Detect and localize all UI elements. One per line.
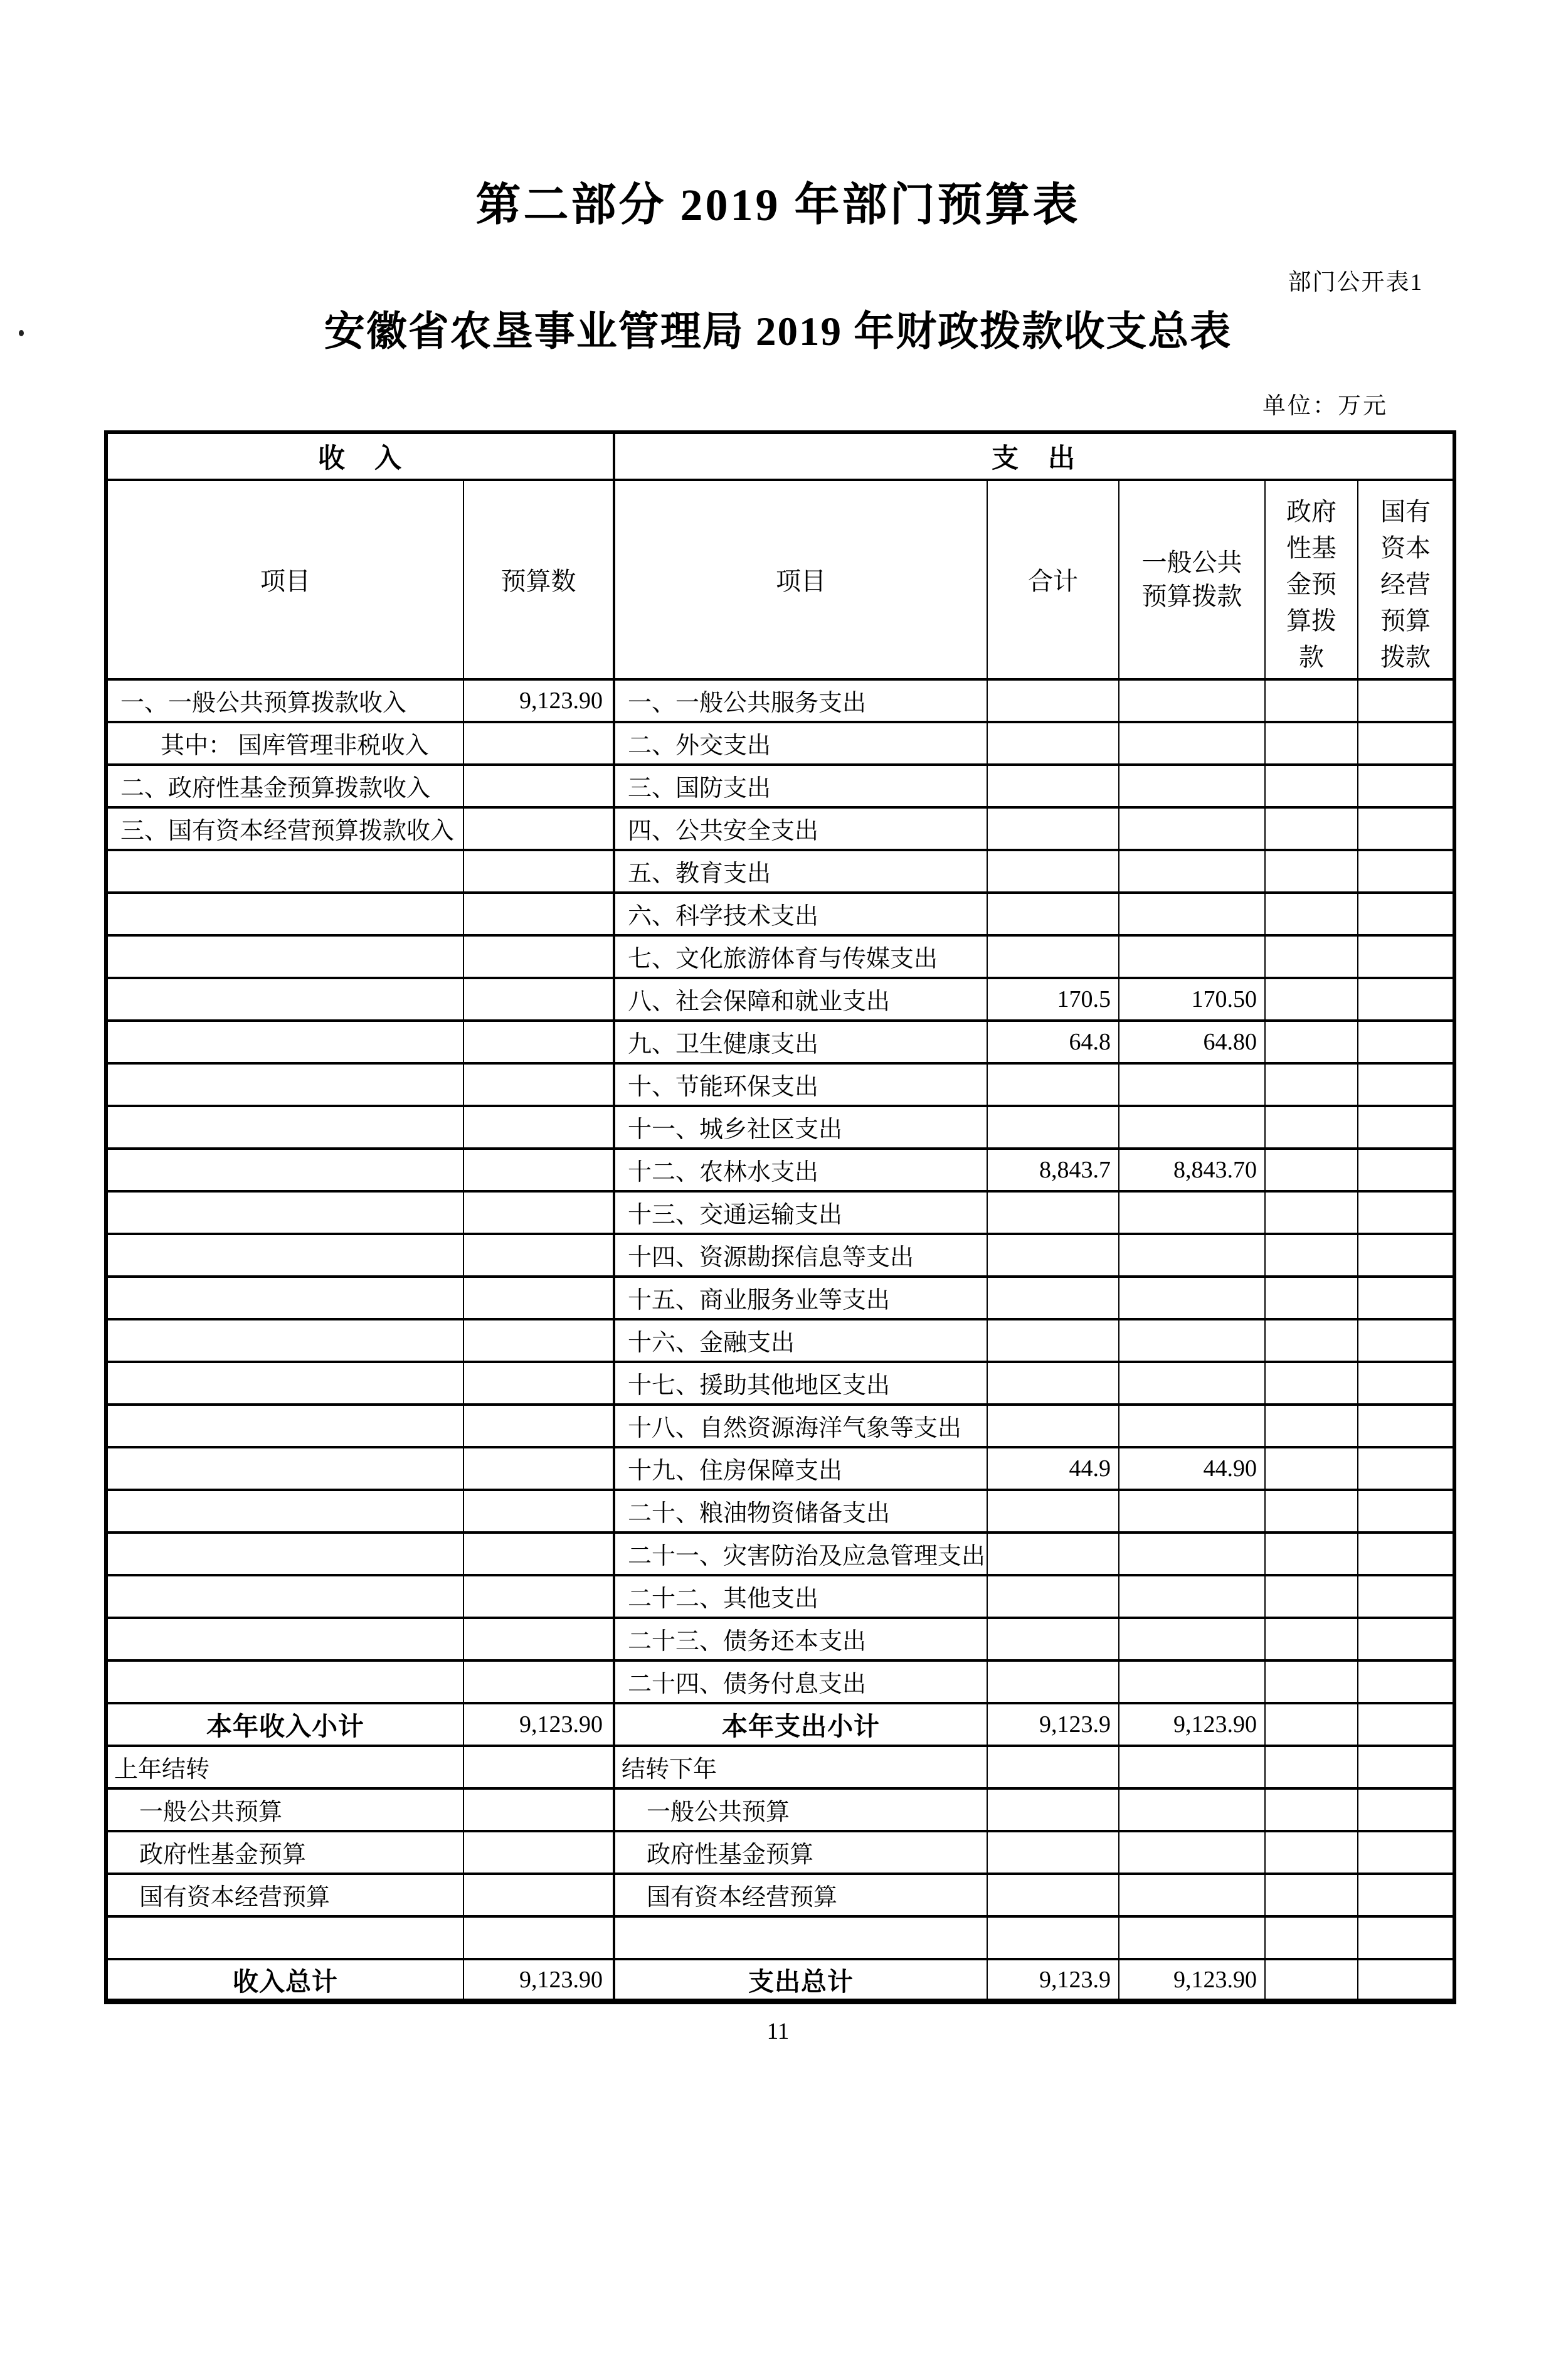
income-item-cell	[106, 1277, 463, 1319]
income-budget-cell	[463, 765, 614, 807]
expense-gov-fund-cell	[1265, 1234, 1358, 1277]
income-item-cell	[106, 1575, 463, 1618]
expense-state-capital-cell	[1358, 722, 1454, 765]
expense-total-cell	[987, 1916, 1119, 1959]
expense-general-budget-cell	[1119, 1191, 1265, 1234]
income-item-cell: 一般公共预算	[106, 1788, 463, 1831]
expense-total-cell	[987, 1106, 1119, 1149]
expense-state-capital-cell	[1358, 1831, 1454, 1874]
expense-state-capital-cell	[1358, 1362, 1454, 1405]
table-column-header-row	[106, 480, 1454, 679]
expense-item-cell: 六、科学技术支出	[614, 893, 987, 935]
income-item-cell	[106, 1447, 463, 1490]
expense-state-capital-cell	[1358, 1490, 1454, 1533]
expense-general-budget-cell: 64.80	[1119, 1021, 1265, 1063]
expense-gov-fund-cell	[1265, 1063, 1358, 1106]
expense-gov-fund-cell	[1265, 679, 1358, 722]
expense-general-budget-cell	[1119, 1831, 1265, 1874]
expense-general-budget-cell	[1119, 1746, 1265, 1788]
expense-general-budget-cell	[1119, 1362, 1265, 1405]
expense-gov-fund-cell	[1265, 1191, 1358, 1234]
expense-state-capital-cell	[1358, 807, 1454, 850]
expense-state-capital-cell	[1358, 1149, 1454, 1191]
expense-general-budget-cell	[1119, 935, 1265, 978]
expense-item-cell: 十七、援助其他地区支出	[614, 1362, 987, 1405]
table-row	[106, 1191, 1454, 1234]
expense-item-cell: 二、外交支出	[614, 722, 987, 765]
expense-total-cell	[987, 679, 1119, 722]
expense-item-cell: 九、卫生健康支出	[614, 1021, 987, 1063]
expense-gov-fund-cell	[1265, 1575, 1358, 1618]
table-row	[106, 1277, 1454, 1319]
income-budget-cell	[463, 1746, 614, 1788]
income-item-cell	[106, 1063, 463, 1106]
col-header-expense-total: 合计	[987, 480, 1119, 679]
expense-general-budget-cell	[1119, 765, 1265, 807]
expense-state-capital-cell	[1358, 1234, 1454, 1277]
expense-item-cell: 四、公共安全支出	[614, 807, 987, 850]
income-item-cell	[106, 1234, 463, 1277]
expense-item-cell: 八、社会保障和就业支出	[614, 978, 987, 1021]
expense-total-cell	[987, 1575, 1119, 1618]
expense-item-cell: 十六、金融支出	[614, 1319, 987, 1362]
expense-general-budget-cell	[1119, 1234, 1265, 1277]
income-item-cell: 二、政府性基金预算拨款收入	[106, 765, 463, 807]
expense-state-capital-cell	[1358, 1405, 1454, 1447]
expense-general-budget-cell: 9,123.90	[1119, 1703, 1265, 1746]
table-row	[106, 1831, 1454, 1874]
income-budget-cell	[463, 1234, 614, 1277]
table-row	[106, 1746, 1454, 1788]
table-row	[106, 1106, 1454, 1149]
expense-total-cell	[987, 1191, 1119, 1234]
income-budget-cell	[463, 1447, 614, 1490]
expense-general-budget-cell	[1119, 1618, 1265, 1660]
expense-total-cell	[987, 850, 1119, 893]
income-item-cell	[106, 1021, 463, 1063]
income-budget-cell: 9,123.90	[463, 679, 614, 722]
income-item-cell	[106, 850, 463, 893]
expense-gov-fund-cell	[1265, 1703, 1358, 1746]
income-budget-cell	[463, 1362, 614, 1405]
expense-item-cell: 本年支出小计	[614, 1703, 987, 1746]
expense-item-cell: 二十二、其他支出	[614, 1575, 987, 1618]
expense-general-budget-cell: 9,123.90	[1119, 1959, 1265, 2002]
expense-gov-fund-cell	[1265, 722, 1358, 765]
expense-general-budget-cell	[1119, 1106, 1265, 1149]
table-row	[106, 1959, 1454, 2002]
expense-general-budget-cell	[1119, 850, 1265, 893]
expense-item-cell: 二十三、债务还本支出	[614, 1618, 987, 1660]
expense-item-cell: 支出总计	[614, 1959, 987, 2002]
col-header-expense-item: 项目	[614, 480, 987, 679]
income-item-cell	[106, 1490, 463, 1533]
income-item-cell: 政府性基金预算	[106, 1831, 463, 1874]
table-row	[106, 1021, 1454, 1063]
expense-general-budget-cell	[1119, 1405, 1265, 1447]
expense-gov-fund-cell	[1265, 850, 1358, 893]
income-item-cell	[106, 978, 463, 1021]
expense-gov-fund-cell	[1265, 1405, 1358, 1447]
expense-total-cell	[987, 1362, 1119, 1405]
expense-general-budget-cell	[1119, 1063, 1265, 1106]
expense-state-capital-cell	[1358, 1021, 1454, 1063]
income-item-cell	[106, 1916, 463, 1959]
expense-state-capital-cell	[1358, 1746, 1454, 1788]
expense-total-cell	[987, 935, 1119, 978]
expense-total-cell	[987, 1746, 1119, 1788]
table-row	[106, 722, 1454, 765]
page-title: 安徽省农垦事业管理局 2019 年财政拨款收支总表	[324, 309, 1232, 355]
expense-total-cell	[987, 1533, 1119, 1575]
table-row	[106, 1533, 1454, 1575]
expense-item-cell: 一、一般公共服务支出	[614, 679, 987, 722]
expense-total-cell: 8,843.7	[987, 1149, 1119, 1191]
income-item-cell	[106, 1362, 463, 1405]
income-item-cell: 本年收入小计	[106, 1703, 463, 1746]
expense-gov-fund-cell	[1265, 1277, 1358, 1319]
expense-item-cell: 十二、农林水支出	[614, 1149, 987, 1191]
income-budget-cell	[463, 1874, 614, 1916]
expense-item-cell: 十一、城乡社区支出	[614, 1106, 987, 1149]
income-budget-cell: 9,123.90	[463, 1703, 614, 1746]
expense-total-cell	[987, 1618, 1119, 1660]
expense-total-cell	[987, 1490, 1119, 1533]
expense-gov-fund-cell	[1265, 1660, 1358, 1703]
expense-item-cell: 十四、资源勘探信息等支出	[614, 1234, 987, 1277]
expense-total-cell	[987, 1405, 1119, 1447]
expense-total-cell	[987, 893, 1119, 935]
expense-total-cell	[987, 1788, 1119, 1831]
expense-gov-fund-cell	[1265, 1916, 1358, 1959]
income-item-cell	[106, 893, 463, 935]
expense-state-capital-cell	[1358, 1447, 1454, 1490]
table-row	[106, 850, 1454, 893]
income-budget-cell	[463, 978, 614, 1021]
expense-item-cell: 十三、交通运输支出	[614, 1191, 987, 1234]
expense-general-budget-cell	[1119, 1916, 1265, 1959]
expense-state-capital-cell	[1358, 1533, 1454, 1575]
income-item-cell: 上年结转	[106, 1746, 463, 1788]
income-budget-cell	[463, 1319, 614, 1362]
income-item-cell	[106, 1660, 463, 1703]
expense-state-capital-cell	[1358, 893, 1454, 935]
expense-general-budget-cell	[1119, 1874, 1265, 1916]
expense-state-capital-cell	[1358, 1191, 1454, 1234]
income-budget-cell	[463, 1660, 614, 1703]
income-item-cell: 一、一般公共预算拨款收入	[106, 679, 463, 722]
table-row	[106, 1660, 1454, 1703]
income-budget-cell	[463, 1490, 614, 1533]
expense-total-cell	[987, 1831, 1119, 1874]
expense-general-budget-cell	[1119, 1660, 1265, 1703]
expense-gov-fund-cell	[1265, 765, 1358, 807]
expense-total-cell: 9,123.9	[987, 1703, 1119, 1746]
income-budget-cell	[463, 1149, 614, 1191]
table-row	[106, 765, 1454, 807]
expense-state-capital-cell	[1358, 1106, 1454, 1149]
expense-gov-fund-cell	[1265, 893, 1358, 935]
expense-gov-fund-cell	[1265, 807, 1358, 850]
expense-state-capital-cell	[1358, 1788, 1454, 1831]
table-row	[106, 1405, 1454, 1447]
expense-general-budget-cell	[1119, 893, 1265, 935]
table-row	[106, 1916, 1454, 1959]
expense-total-cell	[987, 1874, 1119, 1916]
table-row	[106, 1490, 1454, 1533]
expense-gov-fund-cell	[1265, 1618, 1358, 1660]
expense-gov-fund-cell	[1265, 1362, 1358, 1405]
expense-state-capital-cell	[1358, 1618, 1454, 1660]
unit-label: 单位：万元	[1262, 393, 1388, 419]
expense-gov-fund-cell	[1265, 1319, 1358, 1362]
expense-total-cell	[987, 765, 1119, 807]
expense-item-cell: 二十、粮油物资储备支出	[614, 1490, 987, 1533]
table-section-header-row	[106, 432, 1454, 480]
income-budget-cell	[463, 1106, 614, 1149]
expense-gov-fund-cell	[1265, 1447, 1358, 1490]
expense-gov-fund-cell	[1265, 1021, 1358, 1063]
expense-gov-fund-cell	[1265, 1831, 1358, 1874]
expense-total-cell	[987, 1277, 1119, 1319]
expense-total-cell: 44.9	[987, 1447, 1119, 1490]
income-item-cell	[106, 1319, 463, 1362]
expense-gov-fund-cell	[1265, 1106, 1358, 1149]
expense-general-budget-cell: 44.90	[1119, 1447, 1265, 1490]
expense-general-budget-cell	[1119, 1277, 1265, 1319]
table-tag-label: 部门公开表1	[1288, 270, 1423, 296]
income-budget-cell	[463, 893, 614, 935]
table-row	[106, 1703, 1454, 1746]
expense-item-cell: 十九、住房保障支出	[614, 1447, 987, 1490]
expense-item-cell: 五、教育支出	[614, 850, 987, 893]
expense-general-budget-cell	[1119, 1575, 1265, 1618]
income-item-cell	[106, 1191, 463, 1234]
income-item-cell	[106, 935, 463, 978]
expense-total-cell	[987, 1319, 1119, 1362]
table-row	[106, 679, 1454, 722]
expense-gov-fund-cell	[1265, 1746, 1358, 1788]
expense-item-cell: 二十四、债务付息支出	[614, 1660, 987, 1703]
income-budget-cell	[463, 1533, 614, 1575]
expense-gov-fund-cell	[1265, 1490, 1358, 1533]
table-row	[106, 1234, 1454, 1277]
income-item-cell	[106, 1533, 463, 1575]
col-header-income-item: 项目	[106, 480, 463, 679]
income-item-cell	[106, 1618, 463, 1660]
expense-item-cell: 二十一、灾害防治及应急管理支出	[614, 1533, 987, 1575]
expense-item-cell: 国有资本经营预算	[614, 1874, 987, 1916]
expense-state-capital-cell	[1358, 1063, 1454, 1106]
table-row	[106, 1319, 1454, 1362]
income-budget-cell	[463, 1916, 614, 1959]
expense-gov-fund-cell	[1265, 1788, 1358, 1831]
table-row	[106, 935, 1454, 978]
expense-item-cell: 三、国防支出	[614, 765, 987, 807]
col-header-income-budget: 预算数	[463, 480, 614, 679]
budget-table	[104, 430, 1456, 2005]
expense-state-capital-cell	[1358, 765, 1454, 807]
income-budget-cell	[463, 1575, 614, 1618]
expense-total-cell	[987, 807, 1119, 850]
income-budget-cell	[463, 850, 614, 893]
income-section-header: 收 入	[106, 432, 614, 480]
expense-item-cell: 政府性基金预算	[614, 1831, 987, 1874]
expense-state-capital-cell	[1358, 1703, 1454, 1746]
expense-general-budget-cell	[1119, 1788, 1265, 1831]
income-budget-cell	[463, 1618, 614, 1660]
income-budget-cell	[463, 722, 614, 765]
expense-item-cell: 十八、自然资源海洋气象等支出	[614, 1405, 987, 1447]
expense-total-cell: 9,123.9	[987, 1959, 1119, 2002]
expense-item-cell: 十、节能环保支出	[614, 1063, 987, 1106]
expense-state-capital-cell	[1358, 1874, 1454, 1916]
expense-gov-fund-cell	[1265, 978, 1358, 1021]
expense-state-capital-cell	[1358, 1916, 1454, 1959]
expense-general-budget-cell	[1119, 807, 1265, 850]
income-item-cell: 其中： 国库管理非税收入	[106, 722, 463, 765]
col-header-expense-general-budget: 一般公共预算拨款	[1119, 480, 1265, 679]
col-header-expense-gov-fund: 政府性基金预算拨款	[1265, 480, 1358, 679]
table-row	[106, 1788, 1454, 1831]
expense-gov-fund-cell	[1265, 1959, 1358, 2002]
expense-gov-fund-cell	[1265, 1533, 1358, 1575]
scan-speck	[19, 330, 24, 336]
table-row	[106, 893, 1454, 935]
expense-general-budget-cell	[1119, 722, 1265, 765]
expense-general-budget-cell	[1119, 1319, 1265, 1362]
expense-general-budget-cell	[1119, 679, 1265, 722]
expense-state-capital-cell	[1358, 1319, 1454, 1362]
income-budget-cell	[463, 1191, 614, 1234]
income-item-cell	[106, 1149, 463, 1191]
income-budget-cell	[463, 935, 614, 978]
table-row	[106, 1874, 1454, 1916]
income-budget-cell	[463, 807, 614, 850]
income-budget-cell	[463, 1831, 614, 1874]
table-row	[106, 1618, 1454, 1660]
table-row	[106, 978, 1454, 1021]
table-row	[106, 1362, 1454, 1405]
table-row	[106, 1447, 1454, 1490]
expense-item-cell: 结转下年	[614, 1746, 987, 1788]
expense-general-budget-cell	[1119, 1533, 1265, 1575]
table-row	[106, 1063, 1454, 1106]
expense-total-cell: 64.8	[987, 1021, 1119, 1063]
table-row	[106, 1575, 1454, 1618]
col-header-expense-state-capital: 国有资本经营预算拨款	[1358, 480, 1454, 679]
expense-item-cell: 十五、商业服务业等支出	[614, 1277, 987, 1319]
page-number: 11	[766, 2019, 790, 2045]
expense-gov-fund-cell	[1265, 935, 1358, 978]
expense-total-cell: 170.5	[987, 978, 1119, 1021]
expense-total-cell	[987, 1660, 1119, 1703]
income-budget-cell: 9,123.90	[463, 1959, 614, 2002]
income-item-cell	[106, 1405, 463, 1447]
income-budget-cell	[463, 1788, 614, 1831]
expense-state-capital-cell	[1358, 935, 1454, 978]
budget-table-body	[106, 679, 1454, 2002]
expense-item-cell: 七、文化旅游体育与传媒支出	[614, 935, 987, 978]
expense-state-capital-cell	[1358, 679, 1454, 722]
expense-general-budget-cell: 170.50	[1119, 978, 1265, 1021]
income-budget-cell	[463, 1021, 614, 1063]
expense-section-header: 支 出	[614, 432, 1454, 480]
income-budget-cell	[463, 1063, 614, 1106]
table-row	[106, 1149, 1454, 1191]
expense-general-budget-cell: 8,843.70	[1119, 1149, 1265, 1191]
income-budget-cell	[463, 1405, 614, 1447]
expense-item-cell: 一般公共预算	[614, 1788, 987, 1831]
income-item-cell: 国有资本经营预算	[106, 1874, 463, 1916]
expense-state-capital-cell	[1358, 1575, 1454, 1618]
income-item-cell	[106, 1106, 463, 1149]
income-budget-cell	[463, 1277, 614, 1319]
income-item-cell: 收入总计	[106, 1959, 463, 2002]
expense-state-capital-cell	[1358, 1959, 1454, 2002]
expense-state-capital-cell	[1358, 1277, 1454, 1319]
income-item-cell: 三、国有资本经营预算拨款收入	[106, 807, 463, 850]
section-title: 第二部分 2019 年部门预算表	[475, 180, 1081, 230]
expense-total-cell	[987, 722, 1119, 765]
expense-state-capital-cell	[1358, 1660, 1454, 1703]
expense-state-capital-cell	[1358, 978, 1454, 1021]
expense-total-cell	[987, 1063, 1119, 1106]
expense-state-capital-cell	[1358, 850, 1454, 893]
expense-gov-fund-cell	[1265, 1149, 1358, 1191]
expense-total-cell	[987, 1234, 1119, 1277]
expense-item-cell	[614, 1916, 987, 1959]
expense-general-budget-cell	[1119, 1490, 1265, 1533]
table-row	[106, 807, 1454, 850]
expense-gov-fund-cell	[1265, 1874, 1358, 1916]
